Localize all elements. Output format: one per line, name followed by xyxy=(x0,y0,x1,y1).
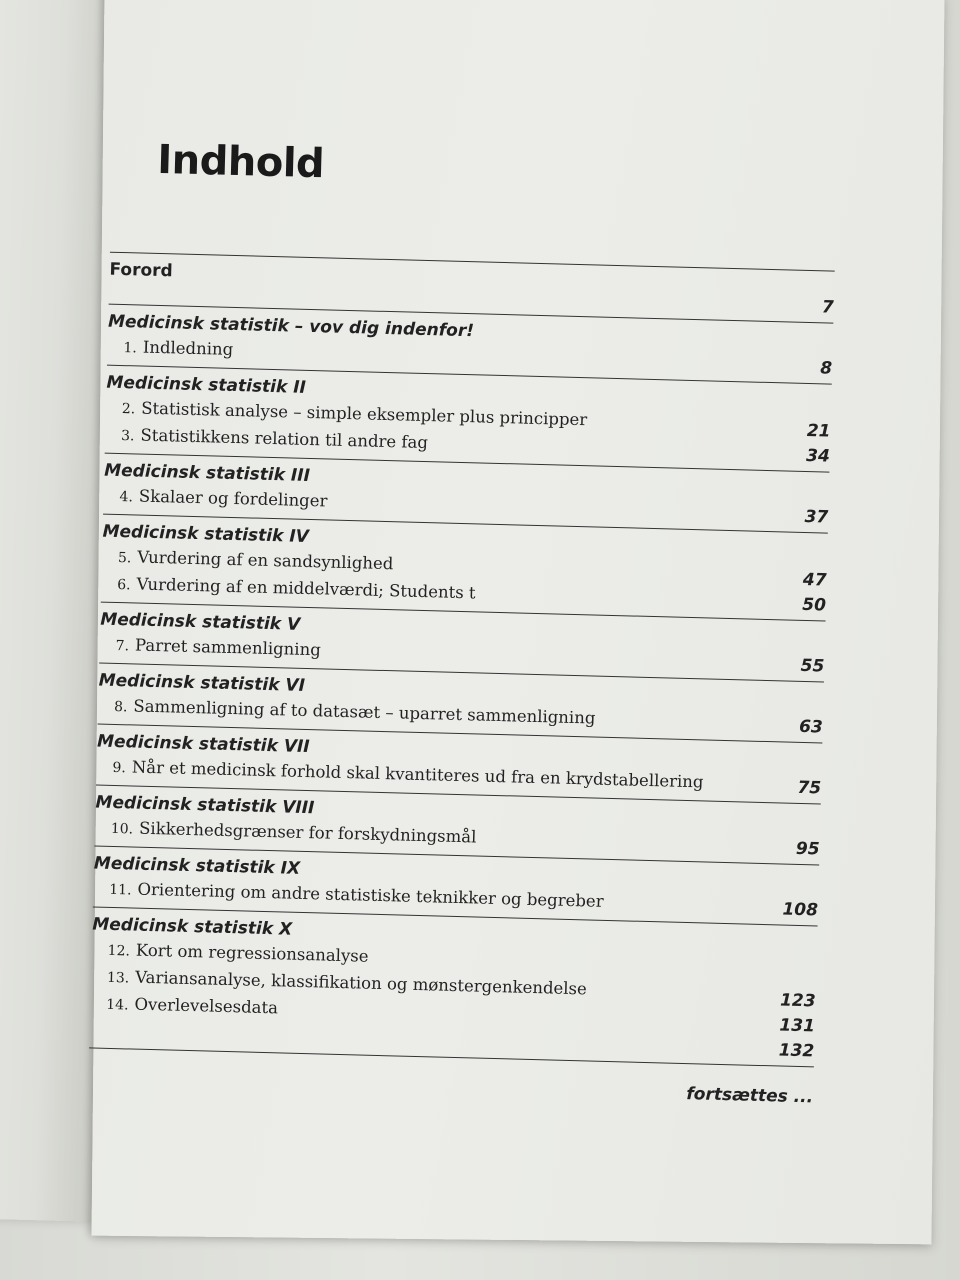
page-number: 63 xyxy=(798,716,824,738)
chapter-number: 3. xyxy=(120,428,135,445)
chapter-title: Indledning xyxy=(142,337,234,359)
toc-page-numbers xyxy=(799,715,823,741)
page-number: 47 xyxy=(802,569,827,591)
toc-section-heading: Medicinsk statistik VII xyxy=(96,731,310,758)
chapter-number: 11. xyxy=(109,881,132,899)
page-number: 95 xyxy=(795,838,820,860)
page-number: 21 xyxy=(806,420,831,442)
toc-section-heading: Medicinsk statistik IX xyxy=(93,853,301,879)
chapter-title: Vurdering af en middelværdi; Students t xyxy=(136,574,476,603)
page-number: 123 xyxy=(779,990,816,1012)
page-number: 37 xyxy=(804,506,829,528)
chapter-number: 6. xyxy=(117,577,131,594)
chapter-title: Skalaer og fordelinger xyxy=(138,486,328,511)
page-number: 132 xyxy=(778,1040,815,1062)
toc-page-numbers xyxy=(820,356,832,381)
toc-page-numbers xyxy=(802,568,827,619)
chapter-title: Overlevelsesdata xyxy=(134,994,279,1018)
page-number: 108 xyxy=(782,899,819,921)
toc-page-numbers xyxy=(822,295,834,320)
toc-page-numbers xyxy=(796,837,820,863)
chapter-number: 9. xyxy=(112,759,127,777)
toc-section-heading: Medicinsk statistik III xyxy=(103,460,311,487)
toc-page-numbers xyxy=(800,654,824,680)
chapter-title: Sikkerhedsgrænser for forskydningsmål xyxy=(138,818,477,847)
chapter-number: 10. xyxy=(110,820,134,838)
toc-page-numbers xyxy=(782,898,818,924)
chapter-number: 5. xyxy=(117,550,132,567)
toc-section-heading: Medicinsk statistik – vov dig indenfor! xyxy=(107,311,475,342)
page-number: 75 xyxy=(797,777,822,799)
page-number: 8 xyxy=(820,358,833,379)
chapter-number: 1. xyxy=(123,340,138,357)
page-number: 55 xyxy=(800,655,825,677)
page-number: 50 xyxy=(802,594,827,616)
toc-section-heading: Medicinsk statistik VI xyxy=(98,670,306,696)
page-number: 34 xyxy=(805,445,831,467)
page-number: 7 xyxy=(821,297,835,318)
chapter-title: Vurdering af en sandsynlighed xyxy=(137,547,394,574)
chapter-number: 14. xyxy=(106,996,129,1014)
chapter-title: Parret sammenligning xyxy=(134,635,322,660)
toc-section-heading: Medicinsk statistik V xyxy=(100,609,301,635)
table-of-contents xyxy=(89,252,835,1068)
toc-section-10 xyxy=(89,906,817,1067)
toc-page-numbers xyxy=(797,776,821,802)
book-page xyxy=(91,0,944,1244)
toc-section-heading: Medicinsk statistik VIII xyxy=(95,792,315,819)
chapter-title: Statistisk analyse – simple eksempler plus principper xyxy=(140,398,588,430)
chapter-title: Statistikkens relation til andre fag xyxy=(140,425,429,453)
page-title: Indhold xyxy=(156,136,325,188)
toc-section-heading: Medicinsk statistik IV xyxy=(102,521,310,547)
chapter-number: 12. xyxy=(107,942,131,960)
toc-section-heading: Forord xyxy=(109,259,173,282)
chapter-title: Når et medicinsk forhold skal kvantiteres ud fra en krydstabellering xyxy=(131,757,704,792)
chapter-title: Variansanalyse, klassifikation og mønstergenkendelse xyxy=(134,967,588,999)
toc-content xyxy=(88,136,838,1108)
toc-page-numbers xyxy=(804,505,828,531)
chapter-number: 4. xyxy=(119,489,134,506)
toc-section-heading: Medicinsk statistik X xyxy=(92,914,293,940)
chapter-title: Sammenligning af to datasæt – uparret sammenligning xyxy=(133,696,596,728)
toc-page-numbers xyxy=(778,988,815,1064)
page-number: 131 xyxy=(779,1015,816,1037)
chapter-number: 13. xyxy=(106,969,130,987)
toc-page-numbers xyxy=(806,419,831,470)
chapter-number: 2. xyxy=(121,401,136,418)
continued-note: fortsættes ... xyxy=(686,1084,814,1108)
chapter-title: Orientering om andre statistiske teknikker og begreber xyxy=(137,879,604,911)
chapter-number: 8. xyxy=(113,698,128,716)
toc-section-heading: Medicinsk statistik II xyxy=(106,372,307,398)
chapter-number: 7. xyxy=(115,637,130,655)
chapter-title: Kort om regressionsanalyse xyxy=(135,940,369,966)
